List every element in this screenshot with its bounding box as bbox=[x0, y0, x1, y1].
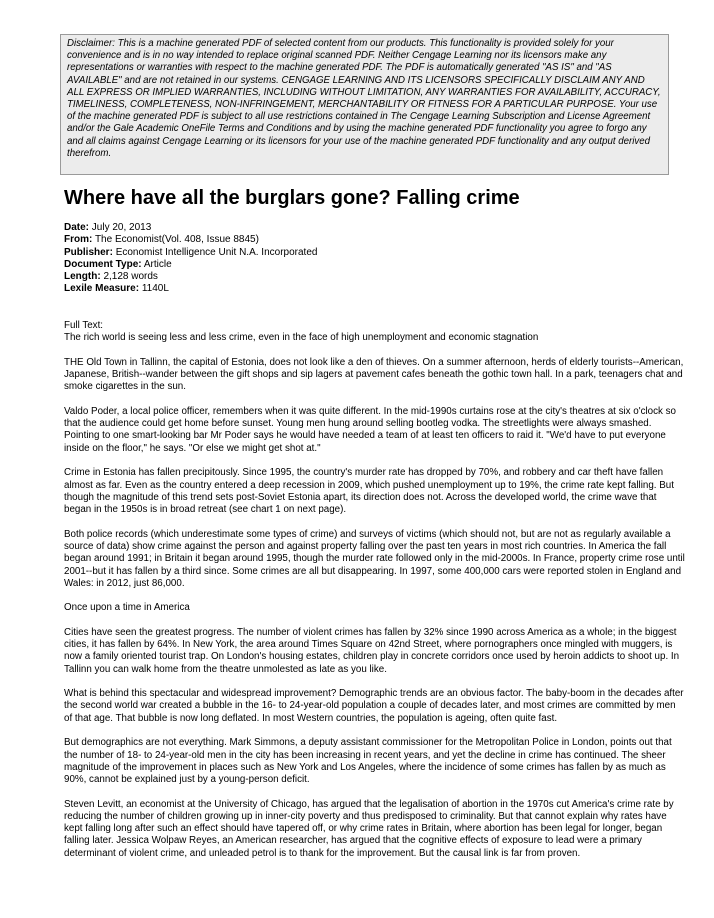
meta-from-label: From: bbox=[64, 234, 93, 246]
meta-publisher bbox=[64, 247, 684, 259]
meta-doctype-label: Document Type: bbox=[64, 258, 142, 270]
body-paragraph: Cities have seen the greatest progress. The number of violent crimes has fallen by 32% since 1990 across America as a whole; in the biggest cities, it has fallen by 64%. In New York, the area around Times Square on 42nd Street, where pornographers once mingled with muggers, is now a family oriented tourist trap. On London's housing estates, children play in concrete corridors once used by heroin addicts to shoot up. In Tallinn you can walk home from the theatre unmolested as late as you like. bbox=[64, 626, 680, 675]
meta-date bbox=[64, 222, 684, 234]
meta-date-value: July 20, 2013 bbox=[91, 222, 152, 233]
body-paragraph: Valdo Poder, a local police officer, remembers when it was quite different. In the mid-1990s curtains rose at the city's theatres at six o'clock so that the audience could get home before sunset. Young men hung around selling bootleg vodka. The streetlights were always smashed. Pointing to one smart-looking bar Mr Poder says he would have needed a team of at least ten officers to raid it. "We'd have to put everyone inside on the floor," he says. "Or else we might get shot at." bbox=[64, 405, 676, 454]
section-heading: Once upon a time in America bbox=[64, 602, 190, 614]
meta-document-type bbox=[64, 259, 684, 271]
meta-doctype-value: Article bbox=[143, 258, 172, 270]
disclaimer-text: Disclaimer: This is a machine generated PDF of selected content from our products. This functionality is provided solely for your convenience and is in no way intended to replace original scanned PDF. Neither Cengage Learning nor its licensors make any representations or warranties with respect to the machine generated PDF. The PDF is automatically generated "AS IS" and "AS AVAILABLE" and are not retained in our systems. CENGAGE LEARNING AND ITS LICENSORS SPECIFICALLY DISCLAIM ANY AND ALL EXPRESS OR IMPLIED WARRANTIES, INCLUDING WITHOUT LIMITATION, ANY WARRANTIES FOR AVAILABILITY, ACCURACY, TIMELINESS, COMPLETENESS, NON-INFRINGEMENT, MERCHANTABILITY OR FITNESS FOR A PARTICULAR PURPOSE. Your use of the machine generated PDF is subject to all use restrictions contained in The Cengage Learning Subscription and License Agreement and/or the Gale Academic OneFile Terms and Conditions and by using the machine generated PDF functionality you agree to forgo any and all claims against Cengage Learning or its licensors for your use of the machine generated PDF functionality and any output derived therefrom. bbox=[67, 38, 661, 159]
meta-from-value: The Economist(Vol. 408, Issue 8845) bbox=[94, 234, 259, 246]
disclaimer-box bbox=[60, 34, 669, 175]
meta-lexile bbox=[64, 283, 684, 295]
meta-from bbox=[64, 234, 684, 246]
article-subtitle: The rich world is seeing less and less crime, even in the face of high unemployment and economic stagnation bbox=[64, 332, 539, 344]
meta-publisher-label: Publisher: bbox=[64, 246, 113, 258]
meta-date-label: Date: bbox=[64, 222, 90, 233]
article-title: Where have all the burglars gone? Falling crime bbox=[64, 187, 520, 209]
meta-length-label: Length: bbox=[64, 271, 101, 283]
meta-publisher-value: Economist Intelligence Unit N.A. Incorporated bbox=[115, 246, 318, 258]
article-body bbox=[64, 320, 686, 872]
full-text-label: Full Text: bbox=[64, 320, 104, 331]
meta-length bbox=[64, 271, 684, 283]
body-paragraph: THE Old Town in Tallinn, the capital of Estonia, does not look like a den of thieves. On a summer afternoon, herds of elderly tourists--American, Japanese, British--wander between the gift shops and sip lagers at pavement cafes beneath the gothic town hall. In a park, teenagers chat and smoke cigarettes in the sun. bbox=[64, 356, 684, 393]
body-paragraph: Steven Levitt, an economist at the University of Chicago, has argued that the legalisation of abortion in the 1970s cut America's crime rate by reducing the number of children growing up in inner-city poverty and thus predisposed to criminality. But that cannot explain why rates have kept falling long after such an effect should have tapered off, or why crime rates in Britain, where abortion has been legal for longer, began falling later. Jessica Wolpaw Reyes, an American researcher, has argued that the cognitive effects of exposure to lead were a primary determinant of violent crime, and unleaded petrol is to thank for the improvement. But the causal link is far from proven. bbox=[64, 798, 674, 859]
meta-length-value: 2,128 words bbox=[103, 271, 158, 283]
body-paragraph: But demographics are not everything. Mark Simmons, a deputy assistant commissioner for the Metropolitan Police in London, points out that the number of 18- to 24-year-old men in the city has been increasing in recent years, and yet the decline in crime has continued. The sheer magnitude of the improvement in places such as New York and Los Angeles, where the incidence of some crimes has fallen by as much as 90%, cannot be explained just by a young-person deficit. bbox=[64, 737, 672, 786]
meta-lexile-label: Lexile Measure: bbox=[64, 283, 140, 295]
body-paragraph: What is behind this spectacular and widespread improvement? Demographic trends are an obvious factor. The baby-boom in the decades after the second world war created a bubble in the 16- to 24-year-old population a couple of decades later, and most crimes are committed by men of that age. That bubble is now long deflated. In most Western countries, the population is ageing, often quite fast. bbox=[64, 688, 684, 724]
body-paragraph: Crime in Estonia has fallen precipitously. Since 1995, the country's murder rate has dropped by 70%, and robbery and car theft have fallen almost as far. Even as the country entered a deep recession in 2009, which pushed unemployment up to 19%, the crime rate kept falling. But though the magnitude of this trend sets post-Soviet Estonia apart, its direction does not. Across the developed world, the crime wave that began in the 1950s is in broad retreat (see chart 1 on next page). bbox=[64, 467, 674, 516]
body-paragraph: Both police records (which underestimate some types of crime) and surveys of victims (which should not, but are not as regularly available a source of data) show crime against the person and against property falling over the past ten years in most rich countries. In America the fall began around 1991; in Britain it began around 1995, though the murder rate followed only in the mid-2000s. In France, property crime rose until 2001--but it has fallen by a third since. Some crimes are all but disappearing. In 1997, some 400,000 cars were reported stolen in England and Wales: in 2012, just 86,000. bbox=[64, 528, 685, 589]
article-metadata bbox=[64, 222, 684, 296]
meta-lexile-value: 1140L bbox=[141, 283, 169, 295]
